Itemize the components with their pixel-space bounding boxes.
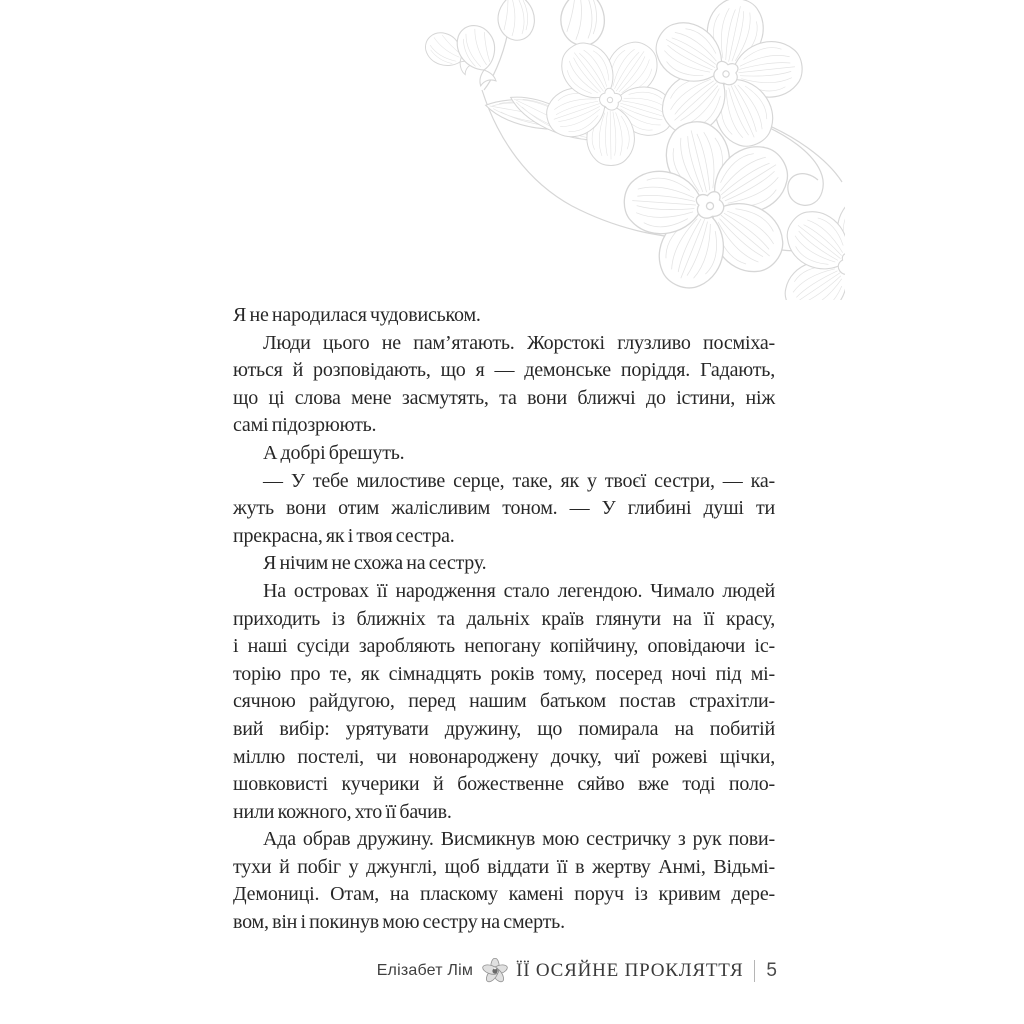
paragraph xyxy=(233,330,775,440)
text-line: вом, він і покинув мою сестру на смерть. xyxy=(233,911,565,934)
text-line: Люди цього не пам’ятають. Жорстокі глузливо посміха- xyxy=(263,331,775,354)
paragraph xyxy=(233,440,775,468)
page-number: 5 xyxy=(766,960,777,981)
text-line: міллю постелі, чи новонароджену дочку, чиї рожеві щічки, xyxy=(233,745,775,768)
paragraph xyxy=(233,550,775,578)
text-line: Ада обрав дружину. Висмикнув мою сестричку з рук пови- xyxy=(263,828,775,851)
text-block xyxy=(233,302,775,937)
text-line: Я не народилася чудовиськом. xyxy=(233,304,481,326)
text-line: сячною райдугою, перед нашим батьком постав страхітли- xyxy=(233,690,775,713)
text-line: нили кожного, хто її бачив. xyxy=(233,800,452,823)
text-line: торію про те, як сімнадцять років тому, посеред ночі під мі- xyxy=(233,662,775,685)
text-line: самі підозрюють. xyxy=(233,414,377,437)
text-line: прекрасна, як і твоя сестра. xyxy=(233,524,455,547)
orchid-flower-icon xyxy=(482,958,508,984)
text-line: А добрі брешуть. xyxy=(263,441,405,464)
paragraph xyxy=(233,302,775,330)
author-name: Елізабет Лім xyxy=(376,962,474,979)
text-line: що ці слова мене засмутять, та вони ближчі до істини, ніж xyxy=(233,386,775,409)
text-line: приходить із ближніх та дальніх країв глянути на її красу, xyxy=(233,607,775,630)
paragraph xyxy=(233,468,775,551)
text-line: ються й розповідають, що я — демонське поріддя. Гадають, xyxy=(233,359,775,382)
text-line: — У тебе милостиве серце, таке, як у твоєї сестри, — ка- xyxy=(263,469,775,492)
page-footer xyxy=(377,954,777,988)
text-line: На островах її народження стало легендою. Чимало людей xyxy=(263,579,775,602)
orchid-illustration xyxy=(420,0,845,300)
text-line: шовковисті кучерики й божественне сяйво вже тоді поло- xyxy=(233,773,775,796)
text-line: жуть вони отим жалісливим тоном. — У глибині душі ти xyxy=(233,497,775,520)
text-line: вий вибір: урятувати дружину, що помирала на побитій xyxy=(233,717,775,740)
text-line: Демониці. Отам, на пласкому камені поруч із кривим дере- xyxy=(233,883,775,906)
footer-separator xyxy=(754,960,755,982)
paragraph xyxy=(233,578,775,826)
text-line: Я нічим не схожа на сестру. xyxy=(263,552,487,575)
paragraph xyxy=(233,826,775,936)
text-line: і наші сусіди заробляють непогану копійчину, оповідаючи іс- xyxy=(233,635,775,658)
text-line: тухи й побіг у джунглі, щоб віддати її в жертву Анмі, Відьмі- xyxy=(233,855,775,878)
book-title: ЇЇ ОСЯЙНЕ ПРОКЛЯТТЯ xyxy=(516,960,744,981)
